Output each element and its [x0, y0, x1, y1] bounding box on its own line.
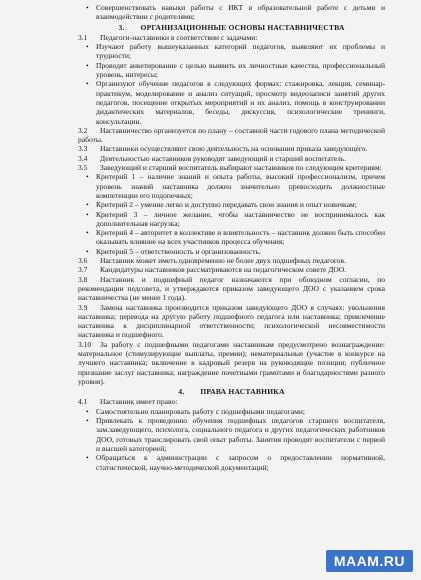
- clause-text: Педагоги-наставники в соответствии с задачами:: [100, 32, 258, 42]
- clause-4-1: [78, 397, 385, 406]
- clause-text: Наставник и подшефный педагог назначаются при обоюдном согласии, по рекомендации педсовета, и утверждаются приказом заведующего ДОО с указанием срока наставничества (не менее 1 года).: [78, 274, 385, 303]
- clause-text: Деятельностью наставников руководят заведующий и старший воспитатель.: [100, 153, 347, 163]
- clause-3-10: [78, 340, 385, 386]
- clause-text: Заведующий и старший воспитатель выбирают наставников по следующим критериям:: [100, 163, 382, 173]
- clause-3-8: [78, 275, 385, 303]
- clause-3-4: [78, 154, 385, 163]
- clause-3-1: [78, 33, 385, 42]
- section-4-heading: [78, 387, 385, 396]
- clause-text: Замена наставника производится приказом заведующего ДОО в случаях: увольнения наставника; перевода на другую работу подшефного педагога или наставника; привлечение наставника к дисциплинарной ответственности; психологической несовместимости наставника и подшефного.: [78, 302, 385, 340]
- list-item: • Критерий 3 – личное желание, чтобы наставничество не воспринималось как дополнительная нагрузка;: [78, 210, 385, 229]
- clause-number: 3.3: [78, 144, 88, 154]
- clause-3-9: [78, 303, 385, 340]
- maam-watermark: MAAM.RU: [326, 550, 413, 572]
- list-item: • Обращаться к администрации с запросом о предоставлении нормативной, статистической, научно-методической документаций;: [78, 453, 385, 472]
- list-item: • Самостоятельно планировать работу с подшефными педагогами;: [78, 407, 385, 416]
- section-3-title: ОРГАНИЗАЦИОННЫЕ ОСНОВЫ НАСТАВНИЧЕСТВА: [140, 22, 345, 32]
- clause-number: 3.4: [78, 153, 88, 163]
- list-item: • Критерий 2 – умение легко и доступно передавать свои знания и опыт новичкам;: [78, 200, 385, 209]
- clause-3-5: [78, 163, 385, 172]
- list-item: • Критерий 4 – авторитет в коллективе и влиятельность – наставник должен быть способен оказывать влияние на всех участников процесса обучения;: [78, 228, 385, 247]
- section-4-number: 4.: [178, 387, 185, 397]
- clause-text: Наставник имеет право:: [100, 397, 178, 407]
- clause-3-7: [78, 265, 385, 274]
- clause-text: За работу с подшефными педагогами наставникам предусмотрено вознаграждение: материальное (стимулирующие выплаты, премии); нематериальные (участие в конкурсе на лучшего наставника; включение в кадровый резерв на руководящие позиции; публичное признание заслуг наставника; награждение почетными грамотами и благодарностями разного уровня).: [78, 339, 385, 386]
- clause-text: Наставник может иметь одновременно не более двух подшефных педагогов.: [100, 256, 346, 266]
- clause-number: 3.2: [78, 125, 88, 135]
- intro-bullet: • Совершенствовать навыки работы с ИКТ в образовательной работе с детьми и взаимодействии с родителями;: [78, 3, 385, 22]
- section-4-title: ПРАВА НАСТАВНИКА: [200, 387, 285, 397]
- clause-3-6: [78, 256, 385, 265]
- clause-text: Наставники осуществляют свою деятельность на основании приказа заведующего.: [100, 144, 368, 154]
- clause-number: 3.10: [78, 339, 92, 349]
- list-item: • Организуют обучение педагогов в следующих формах: стажировка, лекция, семинар-практикум, моделирование и анализ ситуаций, просмотр видеозаписи занятий других педагогов, посещение открытых мероприятий и их анализ, помощь в конструировании дидактических материалов, беседы, дискуссия, психологические тренинги, консультации.: [78, 79, 385, 125]
- clause-number: 4.1: [78, 397, 88, 407]
- list-item: • Изучают работу вышеуказанных категорий педагогов, выявляют их проблемы и трудности;: [78, 42, 385, 61]
- clause-number: 3.9: [78, 302, 88, 312]
- clause-number: 3.8: [78, 274, 88, 284]
- section-3-number: 3.: [118, 22, 125, 32]
- clause-text: Кандидатуры наставников рассматриваются на педагогическом совете ДОО.: [100, 265, 347, 275]
- list-item: • Привлекать к проведению обучения подшефных педагогов старшего воспитателя, зам.заведующего, психолога, социального педагога и других педагогических работников ДОО, готовых транслировать свой опыт работы. Занятия проводят воспитатели с первой и высшей категорией;: [78, 416, 385, 453]
- clause-3-3: [78, 144, 385, 153]
- clause-text: Наставничество организуется по плану – составной части годового плана методической работы.: [78, 125, 385, 145]
- section-3-heading: [78, 23, 385, 32]
- clause-3-2: [78, 126, 385, 145]
- clause-number: 3.5: [78, 163, 88, 173]
- clause-number: 3.7: [78, 265, 88, 275]
- list-item: • Критерий 1 – наличие знаний и опыта работы, высокий профессионализм, причем уровень знаний наставника должен значительно превосходить должностные компетенции его подопечных;: [78, 172, 385, 200]
- clause-number: 3.6: [78, 256, 88, 266]
- list-item: • Проводят анкетирование с целью выявить их личностные качества, профессиональный уровень, интересы;: [78, 61, 385, 80]
- list-item: • Критерий 5 – ответственность и организованность.: [78, 247, 385, 256]
- clause-number: 3.1: [78, 32, 88, 42]
